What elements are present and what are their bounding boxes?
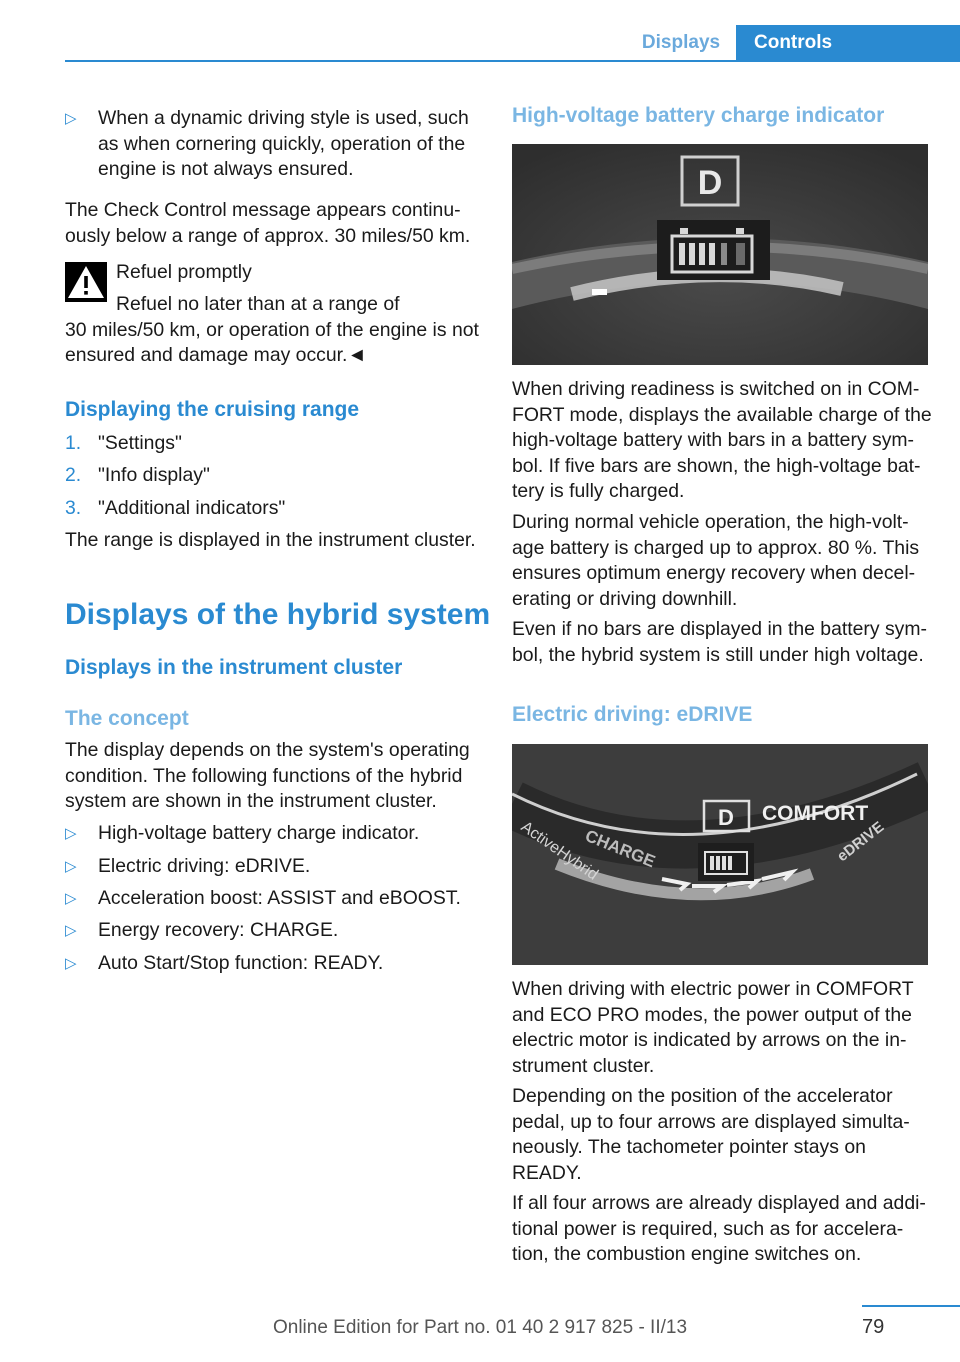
edition-footer: Online Edition for Part no. 01 40 2 917 825 - II/13 (272, 1317, 688, 1338)
footer-rule (862, 1305, 960, 1307)
triangle-bullet-icon: ▷ (65, 922, 77, 939)
triangle-bullet-icon: ▷ (65, 955, 77, 972)
four-arrows-paragraph: If all four arrows are already displayed and addi- tional power is required, such as for accelera- tion, the combustion engine switches on. (512, 1192, 926, 1265)
battery-paragraph: When driving readiness is switched on in COM- FORT mode, displays the available charge of the high-voltage battery with bars in a battery sym- bol. If five bars are shown, the high-voltage bat- tery is fully charged. (512, 378, 932, 502)
heading-edrive: Electric driving: eDRIVE (512, 703, 753, 726)
page-number: 79 (862, 1316, 885, 1338)
heading-concept: The concept (65, 707, 189, 730)
triangle-bullet-icon: ▷ (65, 110, 77, 127)
edrive-label: eDRIVE (833, 818, 888, 866)
heading-battery-indicator: High-voltage battery charge indicator (512, 104, 885, 127)
triangle-bullet-icon: ▷ (65, 890, 77, 907)
range-paragraph: The range is displayed in the instrument cluster. (65, 529, 476, 551)
tab-displays: Displays (641, 32, 721, 53)
normal-operation-paragraph: During normal vehicle operation, the high-volt- age battery is charged up to approx. 80 %. This ensures optimum energy recovery when decel- erating or driving downhill. (512, 511, 920, 610)
electric-power-paragraph: When driving with electric power in COMFORT and ECO PRO modes, the power output of the electric motor is indicated by arrows on the in- strument cluster. (512, 978, 914, 1077)
high-voltage-paragraph: Even if no bars are displayed in the battery sym- bol, the hybrid system is still under high voltage. (512, 618, 927, 666)
warning-text: Refuel no later than at a range of 30 miles/50 km, or operation of the engine is not ensured and damage may occur.◄ (65, 293, 479, 366)
check-control-paragraph: The Check Control message appears continu- ously below a range of approx. 30 miles/50 km. (65, 199, 471, 247)
edrive-indicator-image (512, 744, 928, 965)
active-hybrid-label: ActiveHybrid (517, 818, 602, 884)
heading-instrument-cluster: Displays in the instrument cluster (65, 656, 403, 679)
header-rule (65, 60, 960, 62)
heading-hybrid-displays: Displays of the hybrid system (65, 598, 491, 631)
gear-indicator-d: D (718, 805, 734, 830)
tab-controls: Controls (736, 25, 960, 61)
warning-title: Refuel promptly (116, 261, 252, 283)
gear-indicator-d: D (697, 164, 723, 202)
triangle-bullet-icon: ▷ (65, 858, 77, 875)
concept-paragraph: The display depends on the system's operating condition. The following functions of the hybrid system are shown in the instrument cluster. (65, 739, 470, 812)
charge-label: CHARGE (582, 826, 658, 872)
comfort-mode-label: COMFORT (762, 802, 869, 825)
battery-indicator-image (512, 144, 928, 365)
heading-cruising-range: Displaying the cruising range (65, 398, 360, 421)
triangle-bullet-icon: ▷ (65, 825, 77, 842)
accelerator-paragraph: Depending on the position of the accelerator pedal, up to four arrows are displayed simulta- neously. The tachometer pointer stays on READY. (512, 1085, 910, 1184)
